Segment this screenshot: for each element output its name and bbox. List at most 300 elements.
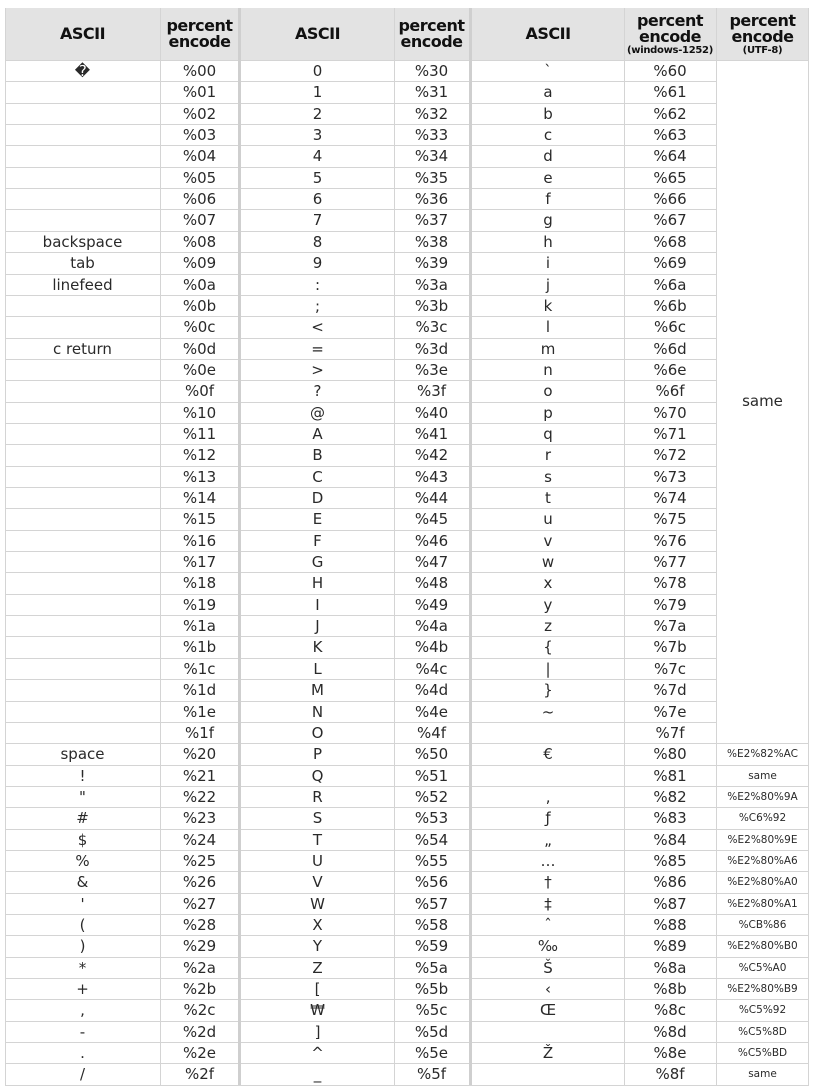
col3-ch-cell: [472, 1021, 624, 1042]
col3-utf-cell: [716, 594, 809, 615]
col3-utf-cell: [716, 359, 809, 380]
col1-ch-cell: [5, 103, 160, 124]
col3-enc-cell: %7c: [653, 659, 687, 678]
col3-ch-cell: „: [544, 830, 552, 849]
col1-ch-cell: tab: [70, 254, 95, 273]
col2-ch-cell: 5: [312, 168, 323, 187]
col1-ch-cell: [5, 636, 160, 657]
col1-ch-cell: [5, 167, 160, 188]
col2-enc-cell: %57: [414, 894, 449, 913]
col1-enc-cell: %1b: [182, 638, 217, 657]
col1-enc-cell: %0b: [182, 296, 217, 315]
col1-enc-cell: %13: [182, 467, 217, 486]
col1-enc-cell: %01: [182, 83, 217, 102]
col1-ch-cell: ": [79, 787, 86, 806]
col1-enc-cell: %0c: [183, 318, 216, 337]
col3-enc-cell: %81: [653, 766, 687, 785]
col3-utf-cell: [716, 615, 809, 636]
col3-utf-cell: [716, 658, 809, 679]
col1-ch-cell: %: [75, 851, 90, 870]
col1-ch-cell: .: [80, 1044, 85, 1063]
col2-enc-cell: %43: [414, 467, 449, 486]
col1-enc-cell: %09: [182, 254, 217, 273]
col3-enc-cell: %61: [653, 83, 687, 102]
col3-enc-cell: %6b: [653, 296, 687, 315]
col1-ch-cell: [5, 594, 160, 615]
col3-ch-cell: x: [543, 574, 553, 593]
col1-enc-cell: %2b: [182, 980, 217, 999]
col3-enc-cell: %70: [653, 403, 687, 422]
col2-enc-cell: %5c: [415, 1001, 448, 1020]
col1-ch-cell: [5, 701, 160, 722]
col3-ch-cell: ‚: [545, 787, 551, 806]
col2-enc-cell: %50: [414, 745, 449, 764]
col3-enc-cell: %63: [653, 126, 687, 145]
col1-enc-cell: %0e: [182, 360, 217, 379]
col3-ch-cell: n: [543, 360, 553, 379]
col2-ch-cell: K: [312, 638, 323, 657]
col3-enc-cell: %7f: [655, 723, 685, 742]
col3-ch-cell: j: [545, 275, 551, 294]
col2-enc-cell: %58: [414, 916, 449, 934]
col3-ch-cell: €: [543, 745, 553, 764]
col3-ch-cell: ‹: [545, 980, 551, 999]
col2-ch-cell: G: [311, 553, 324, 572]
col2-enc-cell: %34: [414, 147, 449, 166]
col3-utf-cell: [716, 423, 809, 444]
col3-utf-cell: [716, 274, 809, 295]
col3-utf-cell: [716, 295, 809, 316]
col1-enc-cell: %16: [182, 531, 217, 550]
utf8-same-merged-cell: same: [742, 392, 783, 410]
col1-ch-cell: [5, 679, 160, 700]
col3-utf-cell: %E2%80%B0: [727, 940, 798, 953]
col2-enc-cell: %3e: [414, 360, 449, 379]
col3-enc-cell: %85: [653, 851, 687, 870]
col3-ch-cell: †: [544, 873, 552, 892]
col3-utf-cell: [716, 188, 809, 209]
col2-ch-cell: R: [312, 787, 323, 806]
col1-ch-cell: $: [77, 830, 88, 849]
col2-enc-cell: %5d: [414, 1022, 449, 1041]
col1-enc-cell: %0d: [182, 339, 217, 358]
col3-ch-cell: [472, 722, 624, 743]
header-percent-encode-1: percent encode: [166, 16, 233, 51]
col1-enc-cell: %02: [182, 104, 217, 123]
col3-ch-cell: `: [544, 62, 552, 80]
col3-utf-cell: %C5%92: [738, 1004, 787, 1017]
col3-utf-cell: %CB%86: [738, 919, 787, 931]
col1-enc-cell: %2f: [184, 1065, 215, 1084]
col1-enc-cell: %29: [182, 937, 217, 956]
col3-utf-cell: [716, 466, 809, 487]
col3-enc-cell: %60: [653, 62, 687, 80]
col1-enc-cell: %1e: [182, 702, 217, 721]
col1-enc-cell: %25: [182, 851, 217, 870]
col1-enc-cell: %12: [182, 446, 217, 465]
col3-enc-cell: %6a: [653, 275, 687, 294]
col1-ch-cell: [5, 209, 160, 230]
col2-enc-cell: %5f: [416, 1065, 447, 1084]
col2-enc-cell: %4f: [416, 723, 447, 742]
col3-utf-cell: %E2%80%A1: [727, 897, 798, 910]
col3-ch-cell: a: [543, 83, 553, 102]
col3-enc-cell: %80: [653, 745, 687, 764]
col3-ch-cell: z: [544, 617, 552, 636]
col1-ch-cell: [5, 615, 160, 636]
col3-ch-cell: ‰: [537, 937, 559, 956]
col3-ch-cell: …: [540, 851, 556, 870]
col2-ch-cell: W: [310, 894, 325, 913]
col2-enc-cell: %33: [414, 126, 449, 145]
col2-enc-cell: %3b: [414, 296, 449, 315]
col1-enc-cell: %1c: [183, 659, 216, 678]
col1-ch-cell: !: [79, 766, 86, 785]
col1-enc-cell: %24: [182, 830, 217, 849]
col1-enc-cell: %00: [182, 62, 217, 80]
col1-enc-cell: %2a: [183, 958, 216, 977]
col1-enc-cell: %27: [182, 894, 217, 913]
col3-ch-cell: e: [543, 168, 553, 187]
col2-ch-cell: =: [311, 339, 324, 358]
col1-enc-cell: %15: [182, 510, 217, 529]
col1-enc-cell: %2c: [183, 1001, 216, 1020]
col3-enc-cell: %6e: [653, 360, 687, 379]
col1-enc-cell: %17: [182, 553, 217, 572]
col2-ch-cell: <: [311, 318, 324, 337]
col2-ch-cell: E: [312, 510, 323, 529]
col3-enc-cell: %71: [653, 424, 687, 443]
col1-ch-cell: [5, 508, 160, 529]
col3-utf-cell: [716, 231, 809, 252]
col3-utf-cell: %E2%80%A0: [727, 876, 798, 889]
col3-ch-cell: {: [543, 638, 553, 657]
col1-ch-cell: +: [76, 980, 89, 999]
col3-enc-cell: %75: [653, 510, 687, 529]
col2-ch-cell: O: [311, 723, 324, 742]
col2-enc-cell: %41: [414, 424, 449, 443]
col2-ch-cell: Z: [312, 958, 323, 977]
col1-ch-cell: backspace: [42, 232, 123, 251]
col2-ch-cell: 3: [312, 126, 323, 145]
col2-enc-cell: %51: [414, 766, 449, 785]
header-ascii-3: ASCII: [525, 24, 571, 43]
col3-utf-cell: [716, 572, 809, 593]
col3-enc-cell: %8b: [653, 980, 687, 999]
col3-enc-cell: %74: [653, 489, 687, 507]
col3-enc-cell: %77: [653, 553, 687, 572]
col3-ch-cell: u: [543, 510, 553, 529]
col3-ch-cell: [472, 1063, 624, 1084]
col2-ch-cell: X: [312, 916, 323, 934]
col2-enc-cell: %5e: [414, 1044, 449, 1063]
col2-enc-cell: %3d: [414, 339, 449, 358]
col2-enc-cell: %38: [414, 232, 449, 251]
col3-ch-cell: v: [543, 531, 553, 550]
percent-encoding-table: [5, 8, 809, 1085]
col1-ch-cell: [5, 380, 160, 401]
col1-enc-cell: %10: [182, 403, 217, 422]
col3-enc-cell: %82: [653, 787, 687, 806]
col2-enc-cell: %5b: [414, 980, 449, 999]
col2-ch-cell: 0: [312, 62, 323, 80]
col2-enc-cell: %45: [414, 510, 449, 529]
col1-ch-cell: ': [80, 894, 85, 913]
col1-enc-cell: %21: [182, 766, 217, 785]
col3-utf-cell: %E2%80%B9: [727, 983, 798, 996]
col3-ch-cell: y: [543, 595, 553, 614]
col1-enc-cell: %2d: [182, 1022, 217, 1041]
col2-enc-cell: %31: [414, 83, 449, 102]
col2-ch-cell: _: [313, 1065, 322, 1084]
col2-ch-cell: 8: [312, 232, 323, 251]
col3-ch-cell: [472, 765, 624, 786]
col1-ch-cell: [5, 444, 160, 465]
col3-enc-cell: %68: [653, 232, 687, 251]
col3-enc-cell: %7a: [653, 617, 687, 636]
col3-ch-cell: p: [543, 403, 553, 422]
col1-enc-cell: %03: [182, 126, 217, 145]
col3-utf-cell: [716, 167, 809, 188]
col2-enc-cell: %3a: [415, 275, 448, 294]
col3-utf-cell: [716, 316, 809, 337]
col2-enc-cell: %44: [414, 489, 449, 507]
col2-ch-cell: 2: [312, 104, 323, 123]
col2-enc-cell: %36: [414, 190, 449, 209]
col3-enc-cell: %8f: [655, 1065, 685, 1084]
col3-utf-cell: [716, 81, 809, 102]
header-percent-encode-windows: percent encode (windows-1252): [627, 10, 713, 56]
col3-ch-cell: l: [545, 318, 551, 337]
col3-enc-cell: %6f: [655, 382, 685, 401]
col3-utf-cell: [716, 722, 809, 743]
col1-ch-cell: �: [74, 62, 91, 80]
col2-ch-cell: ;: [314, 296, 321, 315]
col2-ch-cell: 9: [312, 254, 323, 273]
col2-enc-cell: %4e: [414, 702, 449, 721]
col3-enc-cell: %7e: [653, 702, 687, 721]
col3-enc-cell: %7d: [653, 681, 687, 700]
col2-enc-cell: %56: [414, 873, 449, 892]
col2-enc-cell: %42: [414, 446, 449, 465]
col2-enc-cell: %32: [414, 104, 449, 123]
col2-ch-cell: B: [312, 446, 323, 465]
col2-enc-cell: %49: [414, 595, 449, 614]
col1-ch-cell: *: [78, 958, 87, 977]
col2-enc-cell: %52: [414, 787, 449, 806]
col3-ch-cell: Œ: [539, 1001, 557, 1020]
col2-enc-cell: %47: [414, 553, 449, 572]
col3-ch-cell: k: [543, 296, 553, 315]
col2-enc-cell: %30: [414, 62, 449, 80]
col3-ch-cell: s: [544, 467, 552, 486]
col2-enc-cell: %54: [414, 830, 449, 849]
col3-enc-cell: %6d: [653, 339, 687, 358]
col3-utf-cell: [716, 487, 809, 508]
col3-utf-cell: [716, 145, 809, 166]
col3-utf-cell: [716, 103, 809, 124]
col1-ch-cell: [5, 530, 160, 551]
col1-ch-cell: /: [79, 1065, 86, 1084]
col1-enc-cell: %1d: [182, 681, 217, 700]
col3-ch-cell: o: [543, 382, 553, 401]
col3-enc-cell: %64: [653, 147, 687, 166]
col2-ch-cell: ^: [311, 1044, 324, 1063]
col3-enc-cell: %73: [653, 467, 687, 486]
col2-ch-cell: L: [313, 659, 322, 678]
col2-ch-cell: U: [312, 851, 323, 870]
col1-enc-cell: %19: [182, 595, 217, 614]
col1-ch-cell: &: [76, 873, 89, 892]
col1-ch-cell: [5, 124, 160, 145]
col3-enc-cell: %65: [653, 168, 687, 187]
col3-ch-cell: ~: [541, 702, 555, 721]
col3-ch-cell: h: [543, 232, 553, 251]
col2-ch-cell: S: [312, 809, 323, 828]
header-ascii-2: ASCII: [294, 24, 341, 43]
col1-enc-cell: %20: [182, 745, 217, 764]
col2-ch-cell: 6: [312, 190, 323, 209]
col1-ch-cell: [5, 551, 160, 572]
col2-ch-cell: A: [312, 424, 323, 443]
col2-enc-cell: %4d: [414, 681, 449, 700]
col2-enc-cell: %40: [414, 403, 449, 422]
col1-enc-cell: %08: [182, 232, 217, 251]
col2-ch-cell: [: [314, 980, 321, 999]
col1-ch-cell: ): [79, 937, 86, 956]
col1-enc-cell: %2e: [182, 1044, 217, 1063]
col3-ch-cell: ƒ: [545, 809, 551, 828]
col3-ch-cell: Ž: [542, 1044, 554, 1063]
col2-ch-cell: Q: [311, 766, 324, 785]
col1-ch-cell: [5, 295, 160, 316]
col2-ch-cell: J: [315, 617, 320, 636]
col3-utf-cell: %C5%BD: [737, 1047, 788, 1060]
col2-enc-cell: %5a: [415, 958, 448, 977]
col1-ch-cell: [5, 658, 160, 679]
col1-ch-cell: space: [60, 745, 105, 764]
col3-utf-cell: [716, 701, 809, 722]
col3-utf-cell: same: [748, 1068, 777, 1081]
col3-enc-cell: %67: [653, 211, 687, 230]
col3-enc-cell: %86: [653, 873, 687, 892]
col3-ch-cell: ‡: [544, 894, 552, 913]
col2-enc-cell: %39: [414, 254, 449, 273]
col2-ch-cell: T: [312, 830, 323, 849]
col2-ch-cell: V: [312, 873, 323, 892]
col2-ch-cell: I: [315, 595, 320, 614]
col3-utf-cell: %E2%80%9A: [727, 790, 798, 803]
col3-enc-cell: %72: [653, 446, 687, 465]
col1-enc-cell: %07: [182, 211, 217, 230]
col1-enc-cell: %22: [182, 787, 217, 806]
col3-ch-cell: d: [543, 147, 553, 166]
col2-ch-cell: 1: [312, 83, 323, 102]
col3-enc-cell: %69: [653, 254, 687, 273]
col1-ch-cell: [5, 466, 160, 487]
col1-ch-cell: [5, 188, 160, 209]
col1-ch-cell: -: [79, 1022, 86, 1041]
col2-ch-cell: N: [311, 702, 324, 721]
col3-enc-cell: %6c: [653, 318, 687, 337]
col3-utf-cell: [716, 444, 809, 465]
col3-ch-cell: g: [543, 211, 553, 230]
col3-ch-cell: b: [543, 104, 553, 123]
col3-ch-cell: i: [545, 254, 551, 273]
col3-enc-cell: %84: [653, 830, 687, 849]
col3-ch-cell: c: [543, 126, 553, 145]
col3-utf-cell: [716, 338, 809, 359]
col3-enc-cell: %87: [653, 894, 687, 913]
col2-ch-cell: F: [313, 531, 322, 550]
col2-ch-cell: ₩: [310, 1001, 325, 1020]
col3-utf-cell: [716, 508, 809, 529]
col1-ch-cell: [5, 572, 160, 593]
col1-ch-cell: [5, 722, 160, 743]
col1-enc-cell: %1f: [184, 723, 215, 742]
header-percent-encode-utf8: percent encode (UTF-8): [729, 10, 796, 56]
col3-utf-cell: [716, 209, 809, 230]
col3-utf-cell: [716, 60, 809, 81]
col3-enc-cell: %78: [653, 574, 687, 593]
col3-enc-cell: %8a: [653, 958, 687, 977]
col2-enc-cell: %37: [414, 211, 449, 230]
col2-ch-cell: :: [314, 275, 321, 294]
col3-enc-cell: %7b: [653, 638, 687, 657]
col3-enc-cell: %8d: [653, 1022, 687, 1041]
col2-enc-cell: %55: [414, 851, 449, 870]
col3-utf-cell: [716, 679, 809, 700]
col3-utf-cell: [716, 124, 809, 145]
col3-ch-cell: q: [543, 424, 553, 443]
col1-ch-cell: #: [76, 809, 89, 828]
col1-enc-cell: %14: [182, 489, 217, 507]
col2-enc-cell: %4a: [415, 617, 448, 636]
col2-ch-cell: ]: [314, 1022, 321, 1041]
col2-ch-cell: ?: [313, 382, 322, 401]
col2-enc-cell: %3f: [416, 382, 447, 401]
col3-utf-cell: %E2%82%AC: [727, 748, 798, 761]
col3-utf-cell: same: [748, 769, 777, 782]
col3-utf-cell: %E2%80%9E: [727, 833, 798, 846]
col2-ch-cell: D: [311, 489, 324, 507]
col2-enc-cell: %4c: [415, 659, 448, 678]
col1-ch-cell: (: [79, 916, 86, 934]
col3-utf-cell: %C5%A0: [738, 961, 787, 974]
col1-enc-cell: %04: [182, 147, 217, 166]
col3-utf-cell: %C6%92: [738, 812, 787, 825]
col1-enc-cell: %1a: [183, 617, 216, 636]
col3-enc-cell: %62: [653, 104, 687, 123]
col3-ch-cell: m: [540, 339, 556, 358]
col1-enc-cell: %18: [182, 574, 217, 593]
col2-enc-cell: %48: [414, 574, 449, 593]
col3-enc-cell: %8c: [653, 1001, 687, 1020]
col3-ch-cell: }: [543, 681, 553, 700]
col1-ch-cell: [5, 487, 160, 508]
col1-ch-cell: [5, 359, 160, 380]
col2-enc-cell: %3c: [415, 318, 448, 337]
col1-ch-cell: [5, 423, 160, 444]
col2-ch-cell: M: [311, 681, 324, 700]
col2-ch-cell: P: [312, 745, 323, 764]
col3-ch-cell: w: [541, 553, 555, 572]
col2-ch-cell: Y: [312, 937, 323, 956]
col3-utf-cell: [716, 252, 809, 273]
col2-enc-cell: %46: [414, 531, 449, 550]
col2-enc-cell: %53: [414, 809, 449, 828]
col2-ch-cell: @: [310, 403, 325, 422]
